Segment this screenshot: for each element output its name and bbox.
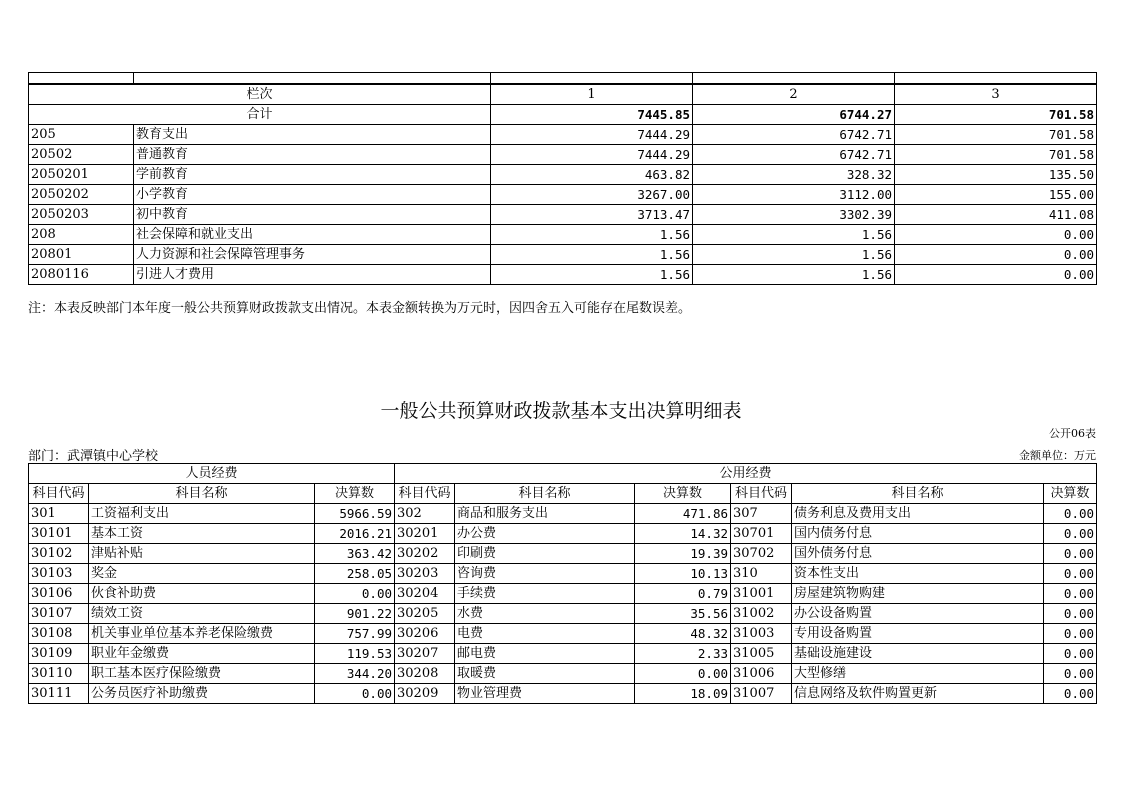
subject-code: 30106: [29, 584, 89, 604]
col-header-code: 科目代码: [29, 484, 89, 504]
subject-name: 小学教育: [134, 185, 491, 205]
total-row: [29, 105, 1097, 125]
value-1: 3267.00: [491, 185, 693, 205]
subject-name: 手续费: [455, 584, 635, 604]
subject-name: 公务员医疗补助缴费: [89, 684, 315, 704]
subject-name: 社会保障和就业支出: [134, 225, 491, 245]
amount: 901.22: [315, 604, 395, 624]
subject-code: 30101: [29, 524, 89, 544]
subject-code: 30208: [395, 664, 455, 684]
amount: 2.33: [635, 644, 731, 664]
amount: 35.56: [635, 604, 731, 624]
subject-code: 31002: [731, 604, 792, 624]
column-header-row: [29, 484, 1097, 504]
subject-code: 30203: [395, 564, 455, 584]
subject-code: 30204: [395, 584, 455, 604]
table-row: [29, 584, 1097, 604]
table-row: [29, 524, 1097, 544]
value-2: 328.32: [693, 165, 895, 185]
amount: 757.99: [315, 624, 395, 644]
subject-name: 办公设备购置: [792, 604, 1044, 624]
subject-code: 2050201: [29, 165, 134, 185]
table-row: [29, 624, 1097, 644]
amount: 0.79: [635, 584, 731, 604]
subject-name: 办公费: [455, 524, 635, 544]
subject-code: 208: [29, 225, 134, 245]
subject-name: 引进人才费用: [134, 265, 491, 285]
amount: 0.00: [635, 664, 731, 684]
subject-code: 20502: [29, 145, 134, 165]
subject-code: 301: [29, 504, 89, 524]
subject-name: 津贴补贴: [89, 544, 315, 564]
amount: 2016.21: [315, 524, 395, 544]
subject-name: 教育支出: [134, 125, 491, 145]
value-2: 6742.71: [693, 145, 895, 165]
subject-name: 电费: [455, 624, 635, 644]
subject-code: 31007: [731, 684, 792, 704]
subject-code: 30702: [731, 544, 792, 564]
amount: 471.86: [635, 504, 731, 524]
subject-code: 30109: [29, 644, 89, 664]
subject-code: 31006: [731, 664, 792, 684]
amount: 10.13: [635, 564, 731, 584]
col-header-amount: 决算数: [1044, 484, 1097, 504]
subject-name: 国外债务付息: [792, 544, 1044, 564]
subject-name: 债务利息及费用支出: [792, 504, 1044, 524]
amount: 363.42: [315, 544, 395, 564]
subject-name: 绩效工资: [89, 604, 315, 624]
amount: 0.00: [1044, 584, 1097, 604]
subject-name: 水费: [455, 604, 635, 624]
subject-name: 奖金: [89, 564, 315, 584]
amount: 258.05: [315, 564, 395, 584]
value-3: 0.00: [895, 265, 1097, 285]
amount: 5966.59: [315, 504, 395, 524]
subject-code: 2050203: [29, 205, 134, 225]
table-row: [29, 564, 1097, 584]
subject-code: 30701: [731, 524, 792, 544]
form-code: 公开06表: [1049, 427, 1096, 440]
subject-name: 邮电费: [455, 644, 635, 664]
column-number: 2: [693, 84, 895, 105]
value-1: 7444.29: [491, 125, 693, 145]
value-2: 3302.39: [693, 205, 895, 225]
group-header-row: [29, 464, 1097, 484]
value-1: 1.56: [491, 245, 693, 265]
amount: 344.20: [315, 664, 395, 684]
subject-code: 31001: [731, 584, 792, 604]
table-row: [29, 185, 1097, 205]
amount: 0.00: [315, 584, 395, 604]
value-2: 1.56: [693, 245, 895, 265]
col-header-amount: 决算数: [315, 484, 395, 504]
subject-code: 30202: [395, 544, 455, 564]
subject-code: 310: [731, 564, 792, 584]
amount: 0.00: [1044, 564, 1097, 584]
subject-name: 机关事业单位基本养老保险缴费: [89, 624, 315, 644]
total-value-3: 701.58: [895, 105, 1097, 125]
table-row: [29, 225, 1097, 245]
amount: 0.00: [1044, 644, 1097, 664]
col-header-name: 科目名称: [89, 484, 315, 504]
value-3: 0.00: [895, 245, 1097, 265]
column-number: 1: [491, 84, 693, 105]
amount: 0.00: [1044, 524, 1097, 544]
subject-code: 30205: [395, 604, 455, 624]
value-3: 411.08: [895, 205, 1097, 225]
subject-code: 20801: [29, 245, 134, 265]
table-row: [29, 245, 1097, 265]
subject-name: 职业年金缴费: [89, 644, 315, 664]
subject-code: 307: [731, 504, 792, 524]
subject-name: 初中教育: [134, 205, 491, 225]
value-2: 3112.00: [693, 185, 895, 205]
amount: 0.00: [1044, 504, 1097, 524]
subject-name: 基础设施建设: [792, 644, 1044, 664]
subject-code: 30110: [29, 664, 89, 684]
subject-name: 物业管理费: [455, 684, 635, 704]
col-header-name: 科目名称: [455, 484, 635, 504]
subject-name: 专用设备购置: [792, 624, 1044, 644]
subject-name: 伙食补助费: [89, 584, 315, 604]
total-value-2: 6744.27: [693, 105, 895, 125]
value-2: 1.56: [693, 225, 895, 245]
table-row: [29, 664, 1097, 684]
subject-code: 31003: [731, 624, 792, 644]
col-header-code: 科目代码: [731, 484, 792, 504]
amount: 0.00: [1044, 544, 1097, 564]
column-index-label: 栏次: [29, 84, 491, 105]
value-3: 135.50: [895, 165, 1097, 185]
subject-code: 30103: [29, 564, 89, 584]
amount: 119.53: [315, 644, 395, 664]
value-2: 1.56: [693, 265, 895, 285]
subject-name: 商品和服务支出: [455, 504, 635, 524]
subject-code: 30201: [395, 524, 455, 544]
column-number: 3: [895, 84, 1097, 105]
subject-name: 取暖费: [455, 664, 635, 684]
value-2: 6742.71: [693, 125, 895, 145]
expenditure-summary-table: [28, 72, 1097, 285]
table-row: [29, 504, 1097, 524]
subject-name: 基本工资: [89, 524, 315, 544]
value-1: 1.56: [491, 265, 693, 285]
col-header-amount: 决算数: [635, 484, 731, 504]
column-index-row: [29, 84, 1097, 105]
amount: 19.39: [635, 544, 731, 564]
value-1: 463.82: [491, 165, 693, 185]
value-1: 3713.47: [491, 205, 693, 225]
table-note: 注：本表反映部门本年度一般公共预算财政拨款支出情况。本表金额转换为万元时，因四舍五入可能存在尾数误差。: [28, 301, 692, 316]
subject-code: 30102: [29, 544, 89, 564]
subject-code: 205: [29, 125, 134, 145]
value-3: 155.00: [895, 185, 1097, 205]
table-row: [29, 684, 1097, 704]
value-3: 701.58: [895, 145, 1097, 165]
subject-name: 职工基本医疗保险缴费: [89, 664, 315, 684]
table-row: [29, 125, 1097, 145]
value-1: 7444.29: [491, 145, 693, 165]
subject-name: 房屋建筑物购建: [792, 584, 1044, 604]
amount: 0.00: [1044, 684, 1097, 704]
subject-code: 30107: [29, 604, 89, 624]
subject-name: 工资福利支出: [89, 504, 315, 524]
value-1: 1.56: [491, 225, 693, 245]
page-title: 一般公共预算财政拨款基本支出决算明细表: [380, 400, 742, 422]
amount: 14.32: [635, 524, 731, 544]
department-label: 部门：武潭镇中心学校: [28, 449, 159, 464]
subject-code: 30207: [395, 644, 455, 664]
subject-code: 30209: [395, 684, 455, 704]
table-row: [29, 644, 1097, 664]
amount: 0.00: [1044, 624, 1097, 644]
table-row: [29, 544, 1097, 564]
table-row: [29, 165, 1097, 185]
amount: 0.00: [315, 684, 395, 704]
total-label: 合计: [29, 105, 491, 125]
amount: 48.32: [635, 624, 731, 644]
subject-name: 国内债务付息: [792, 524, 1044, 544]
basic-expenditure-detail-table: [28, 463, 1097, 704]
table-row: [29, 265, 1097, 285]
subject-name: 人力资源和社会保障管理事务: [134, 245, 491, 265]
subject-code: 30108: [29, 624, 89, 644]
unit-label: 金额单位：万元: [1019, 449, 1096, 462]
amount: 0.00: [1044, 604, 1097, 624]
subject-name: 信息网络及软件购置更新: [792, 684, 1044, 704]
subject-name: 资本性支出: [792, 564, 1044, 584]
amount: 0.00: [1044, 664, 1097, 684]
subject-code: 30111: [29, 684, 89, 704]
subject-name: 普通教育: [134, 145, 491, 165]
group-public-header: 公用经费: [395, 464, 1097, 484]
total-value-1: 7445.85: [491, 105, 693, 125]
subject-code: 2080116: [29, 265, 134, 285]
table-header-spacer-row: [29, 73, 1097, 85]
subject-code: 2050202: [29, 185, 134, 205]
group-personnel-header: 人员经费: [29, 464, 395, 484]
subject-name: 咨询费: [455, 564, 635, 584]
subject-code: 30206: [395, 624, 455, 644]
table-row: [29, 604, 1097, 624]
col-header-code: 科目代码: [395, 484, 455, 504]
subject-code: 302: [395, 504, 455, 524]
amount: 18.09: [635, 684, 731, 704]
value-3: 0.00: [895, 225, 1097, 245]
col-header-name: 科目名称: [792, 484, 1044, 504]
subject-name: 学前教育: [134, 165, 491, 185]
table-row: [29, 205, 1097, 225]
table-row: [29, 145, 1097, 165]
subject-code: 31005: [731, 644, 792, 664]
subject-name: 大型修缮: [792, 664, 1044, 684]
subject-name: 印刷费: [455, 544, 635, 564]
value-3: 701.58: [895, 125, 1097, 145]
